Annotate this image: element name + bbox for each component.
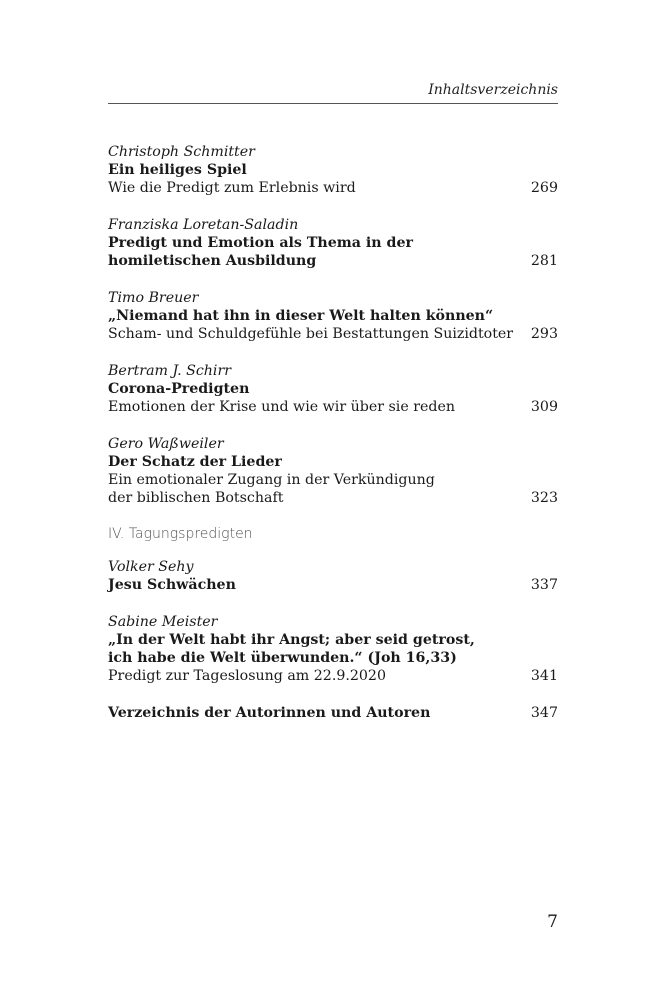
entry-page: 323: [530, 490, 558, 506]
toc-entry[interactable]: [108, 362, 558, 416]
entry-page: 281: [530, 253, 558, 269]
page-number: 7: [547, 912, 558, 932]
toc-entry[interactable]: [108, 435, 558, 507]
entry-author: Bertram J. Schirr: [108, 363, 232, 379]
entry-page: 269: [530, 180, 558, 196]
entry-author: Christoph Schmitter: [108, 144, 255, 160]
entry-author: Sabine Meister: [108, 614, 218, 630]
entry-page: 337: [530, 577, 558, 593]
entry-author: Franziska Loretan-Saladin: [108, 217, 299, 233]
toc-entry[interactable]: [108, 613, 558, 685]
toc-group-2: [108, 558, 558, 685]
entry-page: 309: [530, 399, 558, 415]
entry-subtitle: Wie die Predigt zum Erlebnis wird: [108, 180, 356, 196]
entry-title: Corona-Predigten: [108, 381, 250, 397]
section-heading: IV. Tagungspredigten: [108, 526, 253, 542]
entry-title: „Niemand hat ihn in dieser Welt halten können“: [108, 308, 494, 324]
entry-title: Ein heiliges Spiel: [108, 162, 247, 178]
header-title: Inhaltsverzeichnis: [428, 82, 558, 98]
toc-entry[interactable]: [108, 289, 558, 343]
entry-subtitle: Emotionen der Krise und wie wir über sie reden: [108, 399, 456, 415]
entry-page: 293: [530, 326, 558, 342]
toc-entry[interactable]: [108, 143, 558, 197]
entry-subtitle: Ein emotionaler Zugang in der Verkündigung: [108, 472, 435, 488]
entry-page: 347: [530, 705, 558, 721]
entry-author: Timo Breuer: [108, 290, 199, 306]
entry-title: homiletischen Ausbildung: [108, 253, 317, 269]
entry-subtitle: der biblischen Botschaft: [108, 490, 284, 506]
entry-page: 341: [530, 668, 558, 684]
table-of-contents: [108, 143, 558, 741]
entry-subtitle: Scham- und Schuldgefühle bei Bestattungen Suizidtoter: [108, 326, 514, 342]
entry-title: Jesu Schwächen: [108, 577, 236, 593]
toc-entry[interactable]: [108, 216, 558, 270]
entry-title: Verzeichnis der Autorinnen und Autoren: [108, 705, 431, 721]
toc-entry-authors[interactable]: [108, 704, 558, 722]
toc-entry[interactable]: [108, 558, 558, 594]
entry-title: Predigt und Emotion als Thema in der: [108, 235, 413, 251]
entry-author: Volker Sehy: [108, 559, 194, 575]
running-header: [108, 82, 558, 104]
entry-title: ich habe die Welt überwunden.“ (Joh 16,33): [108, 650, 457, 666]
entry-title: „In der Welt habt ihr Angst; aber seid getrost,: [108, 632, 475, 648]
entry-author: Gero Waßweiler: [108, 436, 224, 452]
entry-subtitle: Predigt zur Tageslosung am 22.9.2020: [108, 668, 386, 684]
toc-group-1: [108, 143, 558, 507]
entry-title: Der Schatz der Lieder: [108, 454, 282, 470]
